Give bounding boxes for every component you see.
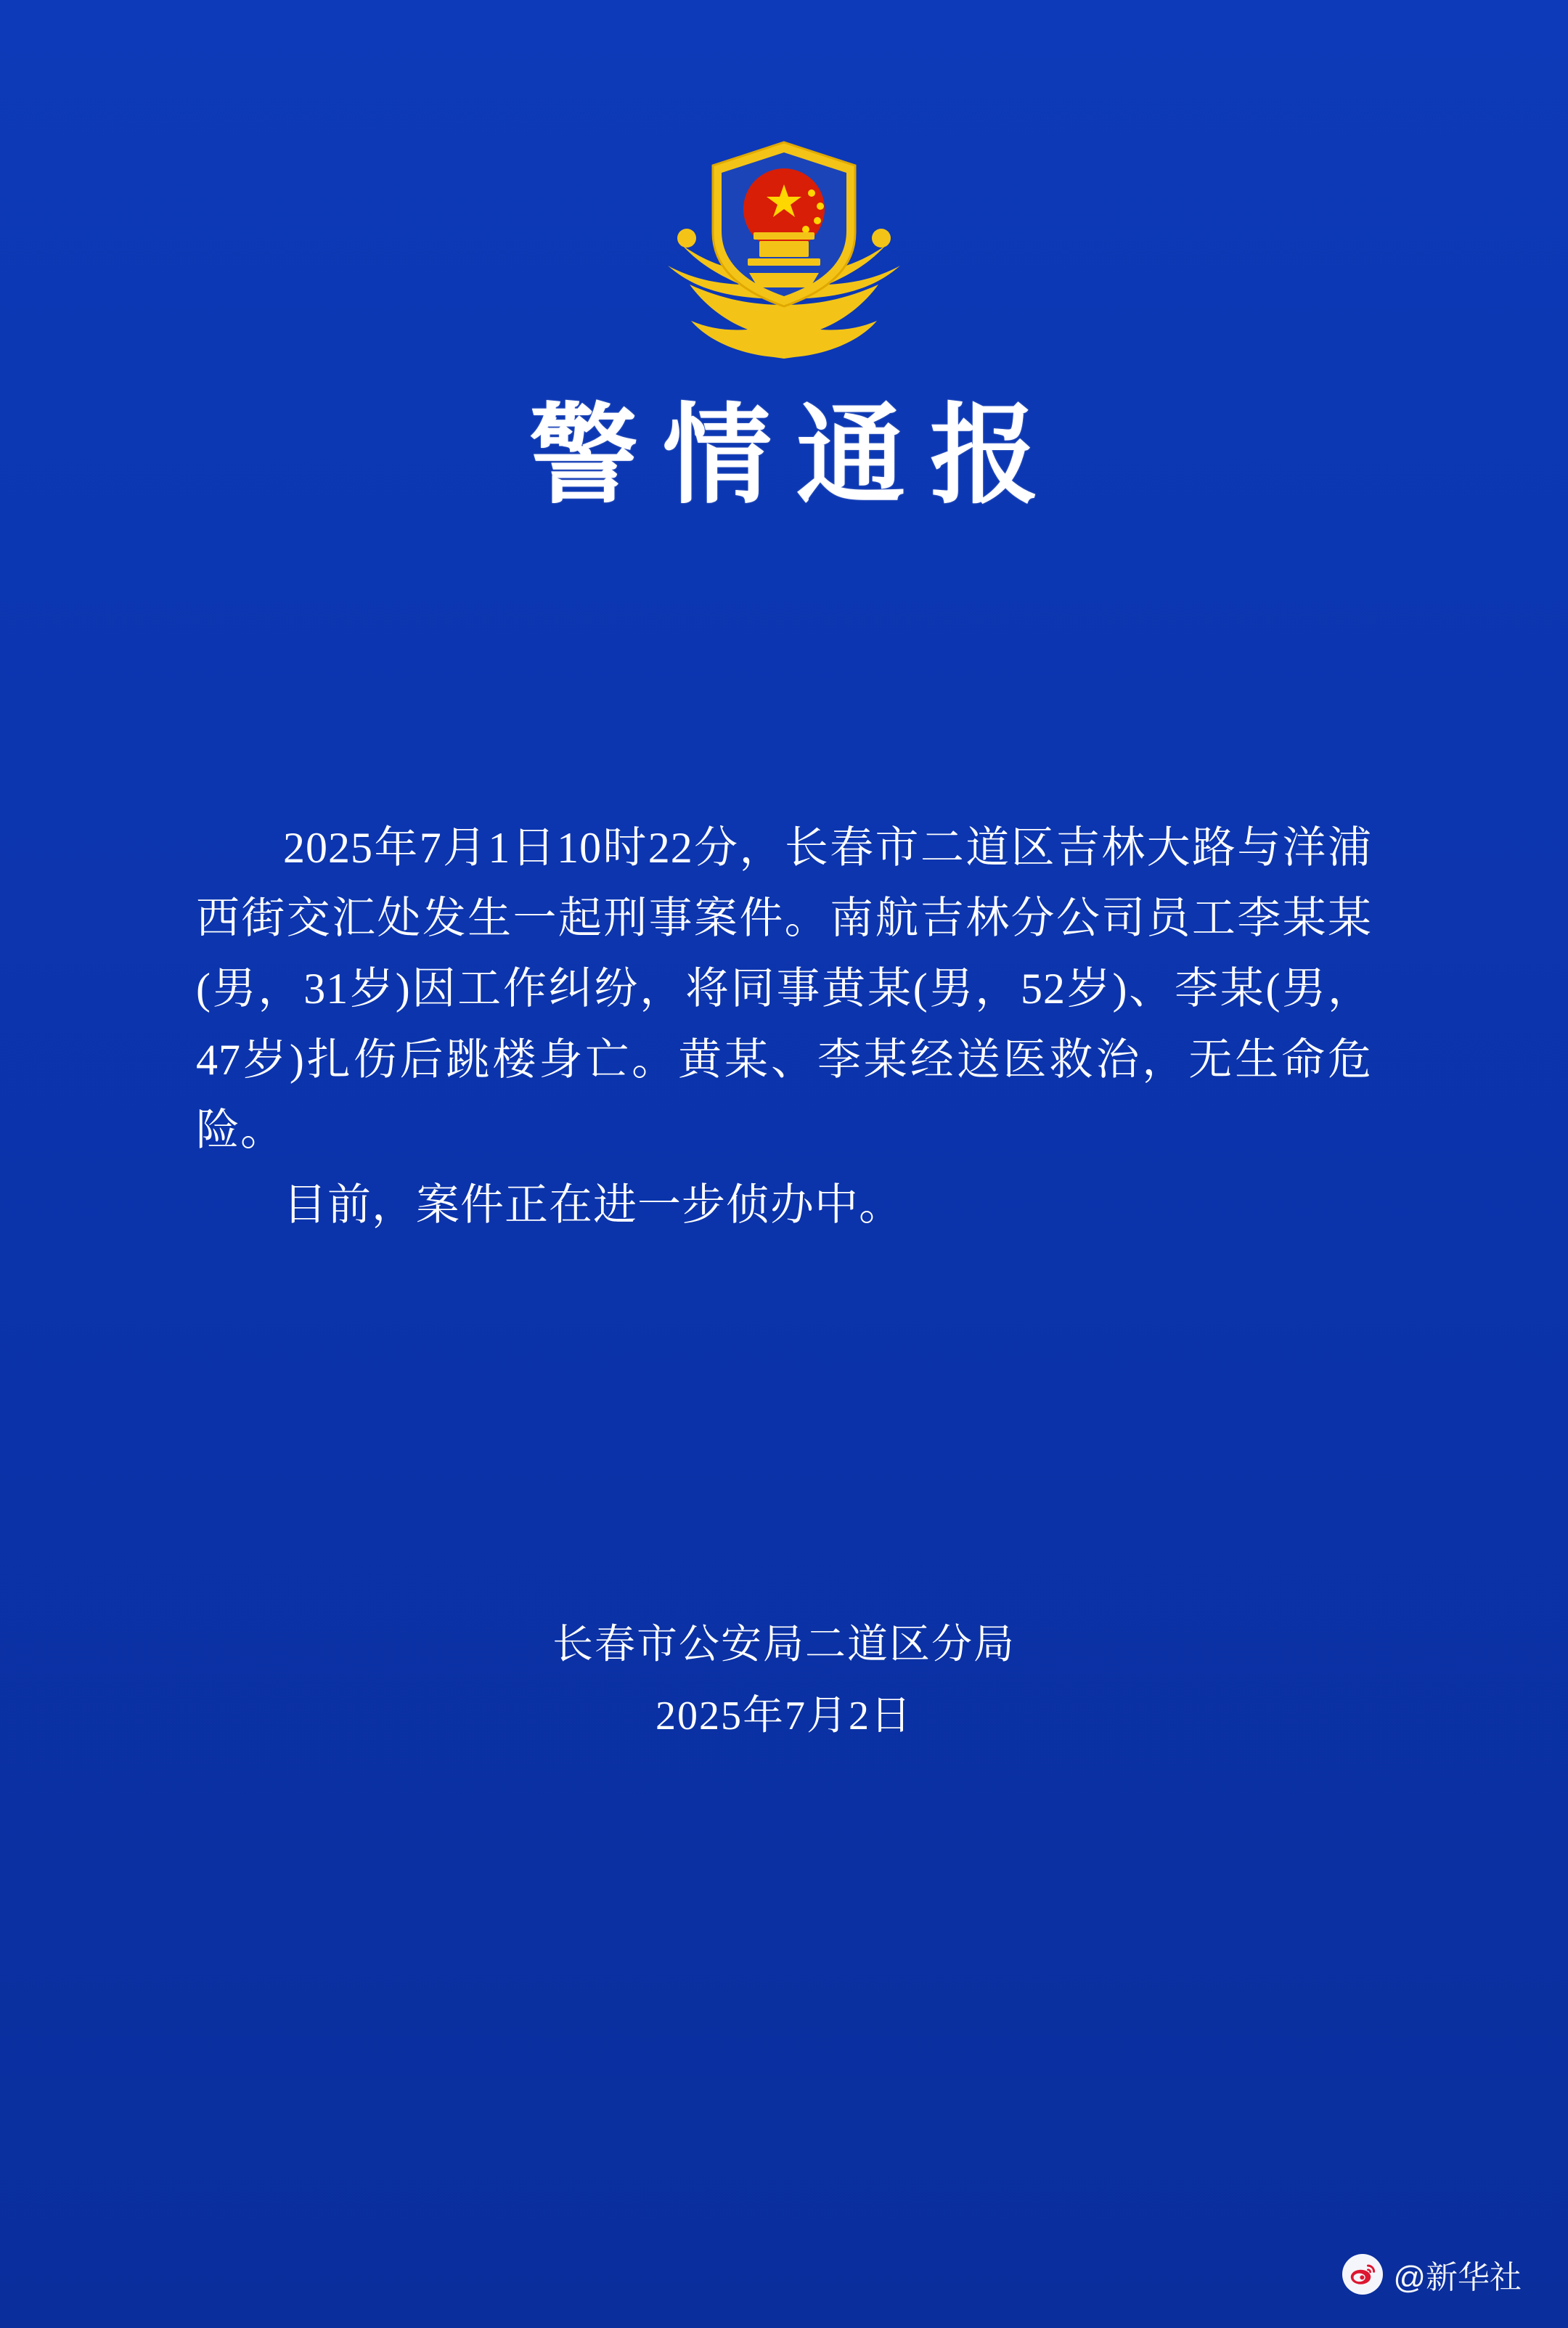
notice-body [196, 813, 1372, 1245]
notice-paragraph-2: 目前，案件正在进一步侦办中。 [283, 1180, 903, 1229]
emblem-container [0, 123, 1568, 385]
signature-block [0, 1612, 1568, 1750]
notice-paragraph-1: 2025年7月1日10时22分，长春市二道区吉林大路与洋浦西街交汇处发生一起刑事案件。南航吉林分公司员工李某某(男，31岁)因工作纠纷，将同事黄某(男，52岁)、李某(男，47岁)扎伤后跳楼身亡。黄某、李某经送医救治，无生命危险。 [196, 824, 1372, 1154]
watermark [1342, 2251, 1522, 2298]
watermark-account: @新华社 [1393, 2260, 1522, 2295]
weibo-icon [1342, 2254, 1383, 2295]
page-title: 警情通报 [528, 391, 1063, 519]
issuing-organization: 长春市公安局二道区分局 [552, 1622, 1016, 1667]
police-emblem-icon [639, 123, 929, 385]
issue-date: 2025年7月2日 [656, 1694, 912, 1739]
